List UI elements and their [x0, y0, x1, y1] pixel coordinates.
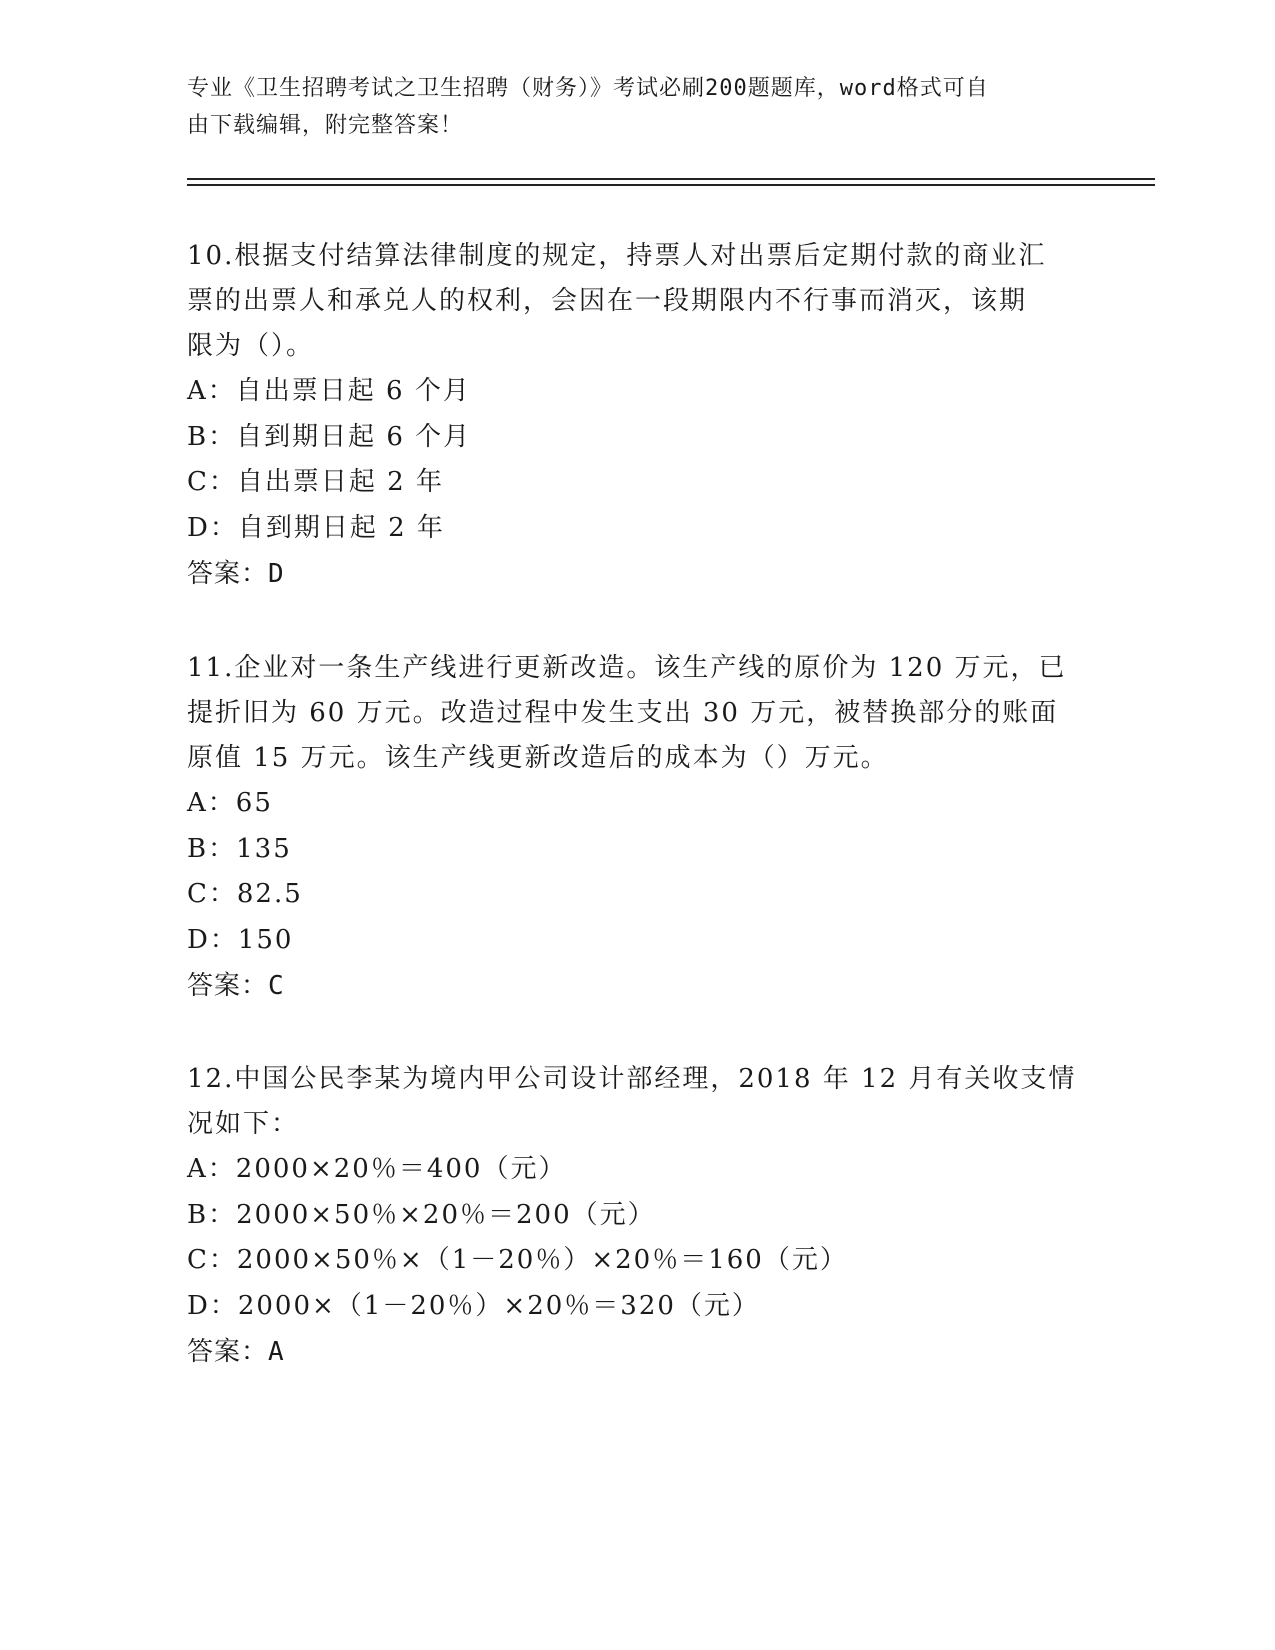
question-11 — [187, 646, 1087, 1009]
question-10 — [187, 234, 1087, 597]
question-12 — [187, 1057, 1087, 1375]
option-d: D：150 — [187, 924, 294, 955]
answer-text: 答案：C — [187, 971, 285, 1001]
option-d: D：自到期日起 2 年 — [187, 512, 445, 543]
option-d: D：2000×（1－20％）×20％＝320（元） — [187, 1290, 760, 1321]
option-c: C：82.5 — [187, 879, 303, 909]
question-stem-line: 原值 15 万元。该生产线更新改造后的成本为（）万元。 — [187, 743, 889, 773]
option-c: C：2000×50％×（1－20％）×20％＝160（元） — [187, 1245, 848, 1275]
document-header — [187, 70, 1087, 144]
header-divider-bottom — [187, 184, 1155, 186]
question-stem-line: 10.根据支付结算法律制度的规定，持票人对出票后定期付款的商业汇 — [187, 241, 1047, 271]
header-line-1: 专业《卫生招聘考试之卫生招聘（财务）》考试必刷200题题库，word格式可自 — [187, 76, 989, 101]
option-b: B：135 — [187, 833, 292, 864]
option-a: A：2000×20％＝400（元） — [187, 1154, 567, 1184]
answer-text: 答案：D — [187, 559, 285, 589]
question-stem-line: 况如下： — [187, 1109, 300, 1139]
question-stem-line: 提折旧为 60 万元。改造过程中发生支出 30 万元，被替换部分的账面 — [187, 698, 1059, 728]
option-a: A：65 — [187, 788, 273, 818]
header-line-2: 由下载编辑，附完整答案！ — [187, 113, 464, 138]
option-a: A：自出票日起 6 个月 — [187, 376, 471, 406]
option-c: C：自出票日起 2 年 — [187, 467, 444, 497]
question-stem-line: 限为（）。 — [187, 331, 315, 361]
question-stem-line: 票的出票人和承兑人的权利，会因在一段期限内不行事而消灭，该期 — [187, 286, 1028, 316]
question-stem-line: 11.企业对一条生产线进行更新改造。该生产线的原价为 120 万元，已 — [187, 653, 1067, 683]
question-stem-line: 12.中国公民李某为境内甲公司设计部经理，2018 年 12 月有关收支情 — [187, 1064, 1077, 1094]
answer-text: 答案：A — [187, 1337, 285, 1367]
option-b: B：自到期日起 6 个月 — [187, 421, 472, 452]
option-b: B：2000×50％×20％＝200（元） — [187, 1199, 656, 1230]
header-divider-top — [187, 178, 1155, 180]
